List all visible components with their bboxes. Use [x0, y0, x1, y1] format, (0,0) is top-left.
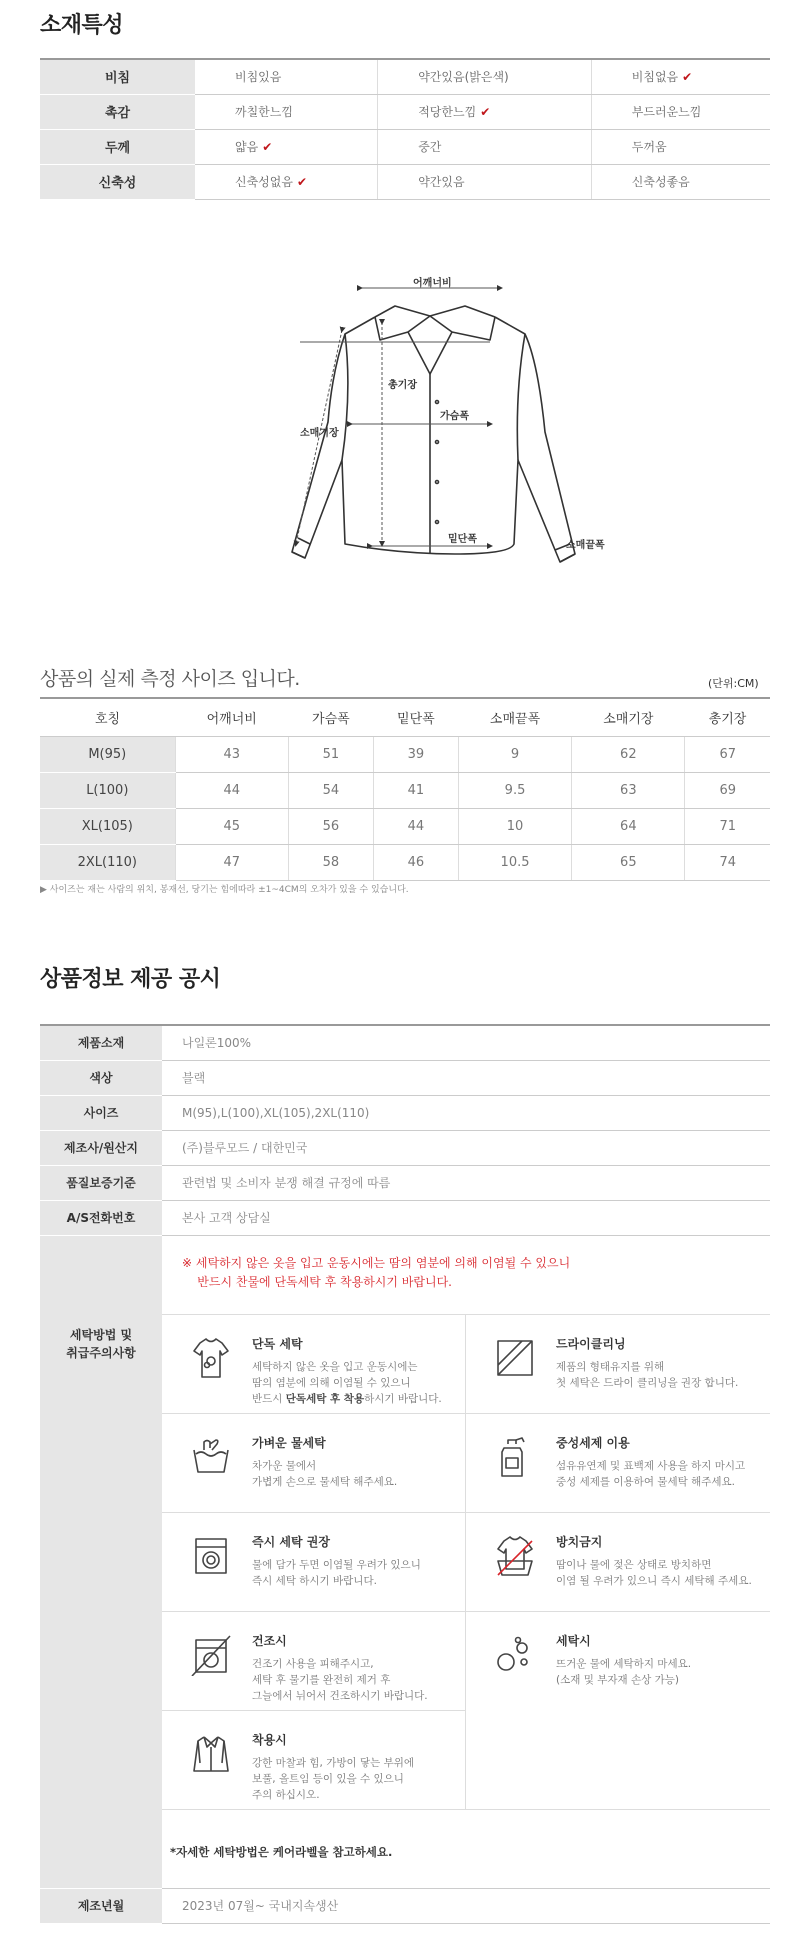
care-item	[162, 1710, 466, 1809]
care-item-title: 건조시	[252, 1633, 287, 1648]
care-item	[162, 1314, 466, 1413]
info-row-value: 2023년 07월~ 국내지속생산	[162, 1888, 770, 1923]
care-item-line: 세탁 후 물기를 완전히 제거 후	[252, 1673, 391, 1686]
care-item-title: 중성세제 이용	[556, 1435, 630, 1450]
care-item-desc	[252, 1755, 414, 1803]
care-item	[466, 1413, 770, 1512]
care-item-line: 차가운 물에서	[252, 1459, 317, 1472]
material-title: 소재특성	[40, 13, 124, 38]
care-item	[162, 1413, 466, 1512]
material-option-label: 얇음	[235, 140, 259, 154]
info-row-value: M(95),L(100),XL(105),2XL(110)	[162, 1095, 770, 1130]
check-icon: ✔	[480, 105, 491, 119]
care-item	[466, 1611, 770, 1710]
size-table	[40, 697, 770, 881]
label-cuff: 소매끝폭	[566, 540, 605, 551]
care-item-desc	[556, 1458, 745, 1490]
material-row	[40, 129, 770, 164]
size-header: 가슴폭	[288, 698, 373, 736]
label-sleeve: 소매기장	[300, 428, 339, 439]
info-row-value: 블랙	[162, 1060, 770, 1095]
size-value: 45	[175, 808, 288, 844]
care-item-title: 즉시 세탁 권장	[252, 1534, 330, 1549]
care-item-line: 제품의 형태유지를 위해	[556, 1360, 665, 1373]
material-option	[195, 129, 378, 164]
size-value: 9	[458, 736, 571, 772]
label-shoulder: 어깨너비	[413, 278, 452, 289]
material-option	[378, 164, 592, 199]
size-value: 46	[373, 844, 458, 880]
size-label: 2XL(110)	[40, 844, 175, 880]
size-value: 51	[288, 736, 373, 772]
care-item-line: 섬유유연제 및 표백제 사용을 하지 마시고	[556, 1459, 746, 1472]
size-header: 총기장	[685, 698, 770, 736]
care-item-desc	[252, 1458, 397, 1490]
care-grid-divider	[162, 1809, 770, 1810]
material-option-label: 까칠한느낌	[235, 105, 293, 119]
care-item-title: 드라이클리닝	[556, 1336, 626, 1351]
care-item-line: 세탁하지 않은 옷을 입고 운동시에는	[252, 1360, 418, 1373]
washing-machine-icon	[190, 1535, 232, 1577]
size-header: 소매기장	[572, 698, 685, 736]
care-item-title: 착용시	[252, 1732, 287, 1747]
size-value: 69	[685, 772, 770, 808]
care-item	[162, 1512, 466, 1611]
info-row-value: (주)블루모드 / 대한민국	[162, 1130, 770, 1165]
material-row-label: 비침	[40, 59, 195, 94]
check-icon: ✔	[296, 175, 308, 189]
material-option	[591, 129, 770, 164]
care-item-line	[252, 1391, 442, 1407]
size-row	[40, 772, 770, 808]
care-item-title: 가벼운 물세탁	[252, 1435, 326, 1450]
care-item-desc	[556, 1656, 691, 1688]
size-value: 10	[458, 808, 571, 844]
info-title: 상품정보 제공 공시	[40, 967, 221, 992]
care-item-line: 뜨거운 물에 세탁하지 마세요.	[556, 1657, 692, 1670]
care-item-line: 첫 세탁은 드라이 클리닝을 권장 합니다.	[556, 1376, 739, 1389]
size-header: 어깨너비	[175, 698, 288, 736]
care-item-text: 하시기 바랍니다.	[364, 1392, 442, 1405]
care-item-line: 건조기 사용을 피해주시고,	[252, 1657, 374, 1670]
info-row	[40, 1130, 770, 1165]
care-item-line: (소재 및 부자재 손상 가능)	[556, 1673, 679, 1686]
size-value: 64	[572, 808, 685, 844]
size-subtitle: 상품의 실제 측정 사이즈 입니다.	[40, 668, 300, 690]
size-row	[40, 844, 770, 880]
care-item-title: 단독 세탁	[252, 1336, 303, 1351]
size-note: ▶ 사이즈는 재는 사람의 위치, 봉재선, 당기는 힘에따라 ±1~4CM의 오차가 있을 수 있습니다.	[40, 885, 409, 895]
info-row	[40, 1025, 770, 1060]
care-content	[162, 1235, 770, 1888]
material-option	[378, 59, 592, 94]
care-item-desc	[252, 1656, 428, 1704]
size-value: 71	[685, 808, 770, 844]
size-value: 43	[175, 736, 288, 772]
info-row	[40, 1095, 770, 1130]
size-value: 54	[288, 772, 373, 808]
material-option-label: 부드러운느낌	[631, 105, 702, 119]
info-row-label: 색상	[40, 1060, 162, 1095]
material-option	[378, 129, 592, 164]
care-item	[162, 1611, 466, 1710]
info-row-label: 사이즈	[40, 1095, 162, 1130]
info-row-label: A/S전화번호	[40, 1200, 162, 1235]
info-row-label: 제조년월	[40, 1888, 162, 1923]
info-row-value: 나일론100%	[162, 1025, 770, 1060]
material-option	[195, 94, 378, 129]
size-value: 74	[685, 844, 770, 880]
care-item-emphasis: 단독세탁 후 착용	[285, 1392, 365, 1405]
care-item-desc	[556, 1557, 752, 1589]
size-row	[40, 736, 770, 772]
material-option	[591, 164, 770, 199]
care-item-line: 이염 될 우려가 있으니 즉시 세탁해 주세요.	[556, 1574, 752, 1587]
material-option	[591, 94, 770, 129]
material-option-label: 비침없음	[631, 70, 679, 85]
care-item-line: 땀의 염분에 의해 이염될 수 있으니	[252, 1376, 411, 1389]
size-value: 63	[572, 772, 685, 808]
size-header: 밑단폭	[373, 698, 458, 736]
info-row-label: 제품소재	[40, 1025, 162, 1060]
measurement-diagram	[270, 262, 630, 582]
care-item	[466, 1512, 770, 1611]
size-value: 58	[288, 844, 373, 880]
material-option-label: 신축성없음	[235, 175, 293, 189]
shirt-icon	[190, 1733, 232, 1775]
material-row-label: 촉감	[40, 94, 195, 129]
info-table	[40, 1024, 770, 1924]
material-option-label: 중간	[418, 140, 442, 154]
material-option-label: 약간있음	[418, 175, 465, 189]
care-item-text: 반드시	[252, 1392, 286, 1405]
size-label: L(100)	[40, 772, 175, 808]
check-icon: ✔	[682, 70, 693, 85]
care-box	[162, 1236, 770, 1888]
care-item-line: 땀이나 물에 젖은 상태로 방치하면	[556, 1558, 712, 1571]
info-row	[40, 1888, 770, 1923]
material-row	[40, 94, 770, 129]
material-row	[40, 59, 770, 94]
care-item-line: 중성 세제를 이용하여 물세탁 해주세요.	[556, 1475, 735, 1488]
size-value: 67	[685, 736, 770, 772]
size-value: 10.5	[458, 844, 571, 880]
care-item-line: 그늘에서 뉘어서 건조하시기 바랍니다.	[252, 1689, 428, 1702]
care-warning-line: 반드시 찬물에 단독세탁 후 착용하시기 바랍니다.	[182, 1274, 452, 1289]
care-item-title: 방치금지	[556, 1534, 603, 1549]
dry-cleaning-icon	[494, 1337, 536, 1379]
care-item-line: 주의 하십시오.	[252, 1788, 320, 1801]
care-row	[40, 1235, 770, 1888]
size-label: XL(105)	[40, 808, 175, 844]
label-length: 총기장	[388, 380, 417, 391]
care-item-line: 보풀, 올트임 등이 있을 수 있으니	[252, 1772, 404, 1785]
care-label: 세탁방법 및 취급주의사항	[40, 1235, 162, 1888]
neutral-detergent-icon	[494, 1436, 536, 1478]
label-chest: 가슴폭	[440, 411, 469, 422]
care-grid	[162, 1314, 770, 1812]
size-unit: (단위:CM)	[708, 677, 759, 690]
bubbles-icon	[494, 1634, 536, 1676]
care-item-line: 물에 담가 두면 이염될 우려가 있으니	[252, 1558, 421, 1571]
size-value: 44	[175, 772, 288, 808]
material-option	[195, 59, 378, 94]
info-row-value: 본사 고객 상담실	[162, 1200, 770, 1235]
info-row-value: 관련법 및 소비자 분쟁 해결 규정에 따름	[162, 1165, 770, 1200]
care-item-line: 가볍게 손으로 물세탁 해주세요.	[252, 1475, 398, 1488]
material-row	[40, 164, 770, 199]
size-value: 62	[572, 736, 685, 772]
material-option-label: 약간있음(밝은색)	[418, 70, 509, 85]
size-value: 56	[288, 808, 373, 844]
material-option-label: 적당한느낌	[418, 105, 477, 119]
material-option-label: 비침있음	[235, 70, 282, 85]
no-tumble-dry-icon	[190, 1634, 232, 1676]
care-footer: *자세한 세탁방법은 케어라벨을 참고하세요.	[170, 1844, 393, 1859]
size-value: 41	[373, 772, 458, 808]
care-item-desc	[556, 1359, 738, 1391]
material-row-label: 두께	[40, 129, 195, 164]
check-icon: ✔	[262, 140, 273, 154]
tshirt-stain-icon	[190, 1337, 232, 1379]
care-item-line: 즉시 세탁 하시기 바랍니다.	[252, 1574, 377, 1587]
material-option-label: 신축성좋음	[631, 175, 690, 189]
care-item-desc	[252, 1557, 421, 1589]
info-row-label: 품질보증기준	[40, 1165, 162, 1200]
info-row	[40, 1060, 770, 1095]
size-value: 9.5	[458, 772, 571, 808]
info-row	[40, 1165, 770, 1200]
care-warning	[182, 1254, 570, 1292]
no-soaking-icon	[494, 1535, 536, 1577]
material-option	[195, 164, 378, 199]
care-warning-line: ※ 세탁하지 않은 옷을 입고 운동시에는 땀의 염분에 의해 이염될 수 있으니	[182, 1255, 571, 1270]
material-table	[40, 58, 770, 200]
size-label: M(95)	[40, 736, 175, 772]
size-value: 65	[572, 844, 685, 880]
info-row	[40, 1200, 770, 1235]
label-hem: 밑단폭	[448, 534, 477, 545]
size-header: 소매끝폭	[458, 698, 571, 736]
care-item-title: 세탁시	[556, 1633, 591, 1648]
size-value: 39	[373, 736, 458, 772]
size-value: 47	[175, 844, 288, 880]
care-item-line: 강한 마찰과 힘, 가방이 닿는 부위에	[252, 1756, 415, 1769]
material-row-label: 신축성	[40, 164, 195, 199]
size-header: 호칭	[40, 698, 175, 736]
size-row	[40, 808, 770, 844]
material-option-label: 두꺼움	[631, 140, 667, 154]
info-row-label: 제조사/원산지	[40, 1130, 162, 1165]
material-option	[591, 59, 770, 94]
care-item-desc	[252, 1359, 442, 1407]
hand-wash-icon	[190, 1436, 232, 1478]
material-option	[378, 94, 592, 129]
size-value: 44	[373, 808, 458, 844]
care-item	[466, 1314, 770, 1413]
